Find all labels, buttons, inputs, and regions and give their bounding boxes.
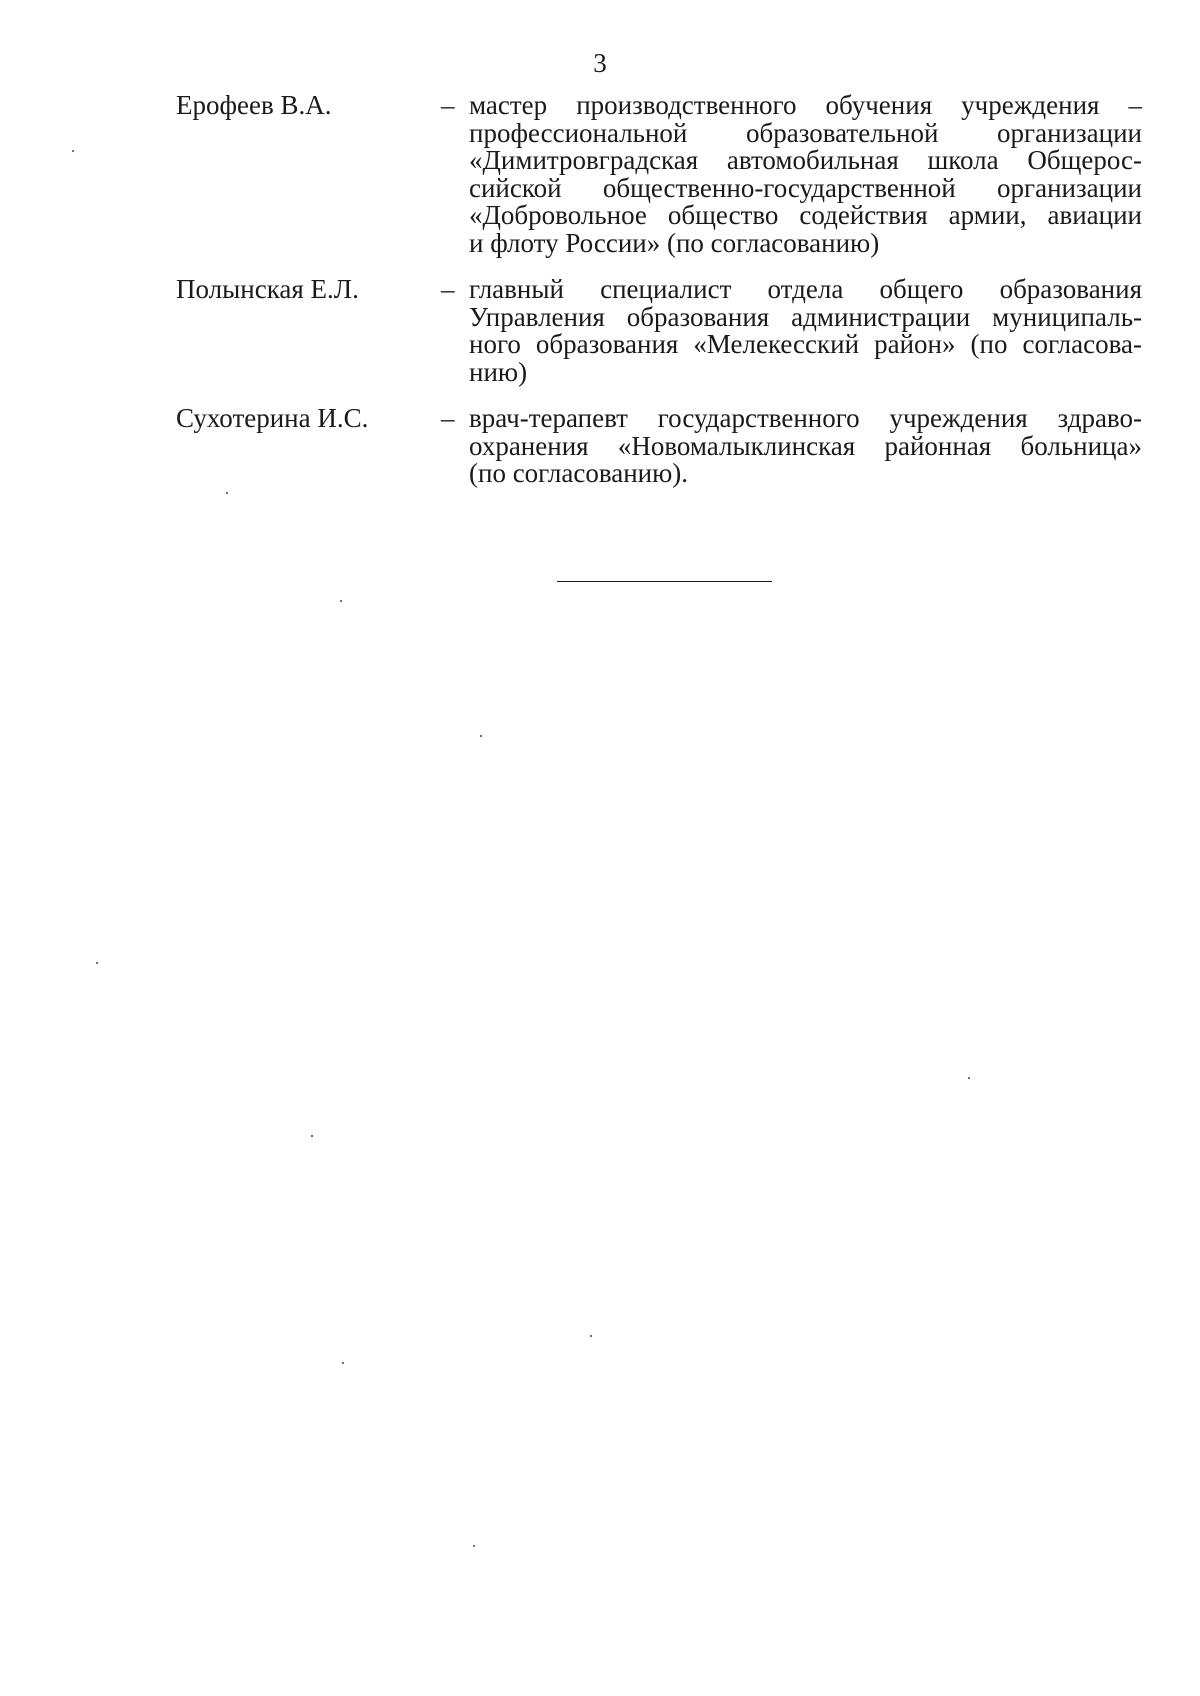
position-line: «Димитровградская автомобильная школа Общерос- — [469, 145, 1142, 175]
scan-speck — [480, 735, 482, 737]
member-name: Ерофеев В.А. — [176, 90, 332, 120]
list-item — [176, 92, 1142, 257]
scan-speck — [590, 1335, 592, 1337]
position-line: врач-терапевт государственного учреждения здраво- — [469, 403, 1142, 433]
scan-speck — [340, 600, 342, 602]
member-position — [469, 276, 1142, 386]
position-line: охранения «Новомалыклинская районная больница» — [469, 430, 1142, 461]
position-line: сийской общественно-государственной организации — [469, 172, 1142, 203]
position-line: главный специалист отдела общего образования — [469, 274, 1142, 304]
list-item — [176, 405, 1142, 488]
position-line: профессиональной образовательной организации — [469, 117, 1142, 148]
member-position — [469, 405, 1142, 488]
separator-dash: – — [441, 274, 455, 304]
position-line: ного образования «Мелекесский район» (по согласова- — [469, 329, 1142, 359]
scan-speck — [226, 492, 228, 494]
list-item — [176, 276, 1142, 386]
scan-speck — [342, 1362, 344, 1364]
separator-dash: – — [441, 90, 455, 120]
position-line: Управления образования администрации муниципаль- — [469, 301, 1142, 332]
commission-member-list — [176, 92, 1142, 507]
scan-speck — [311, 1135, 313, 1137]
scan-speck — [72, 150, 74, 152]
member-name: Полынская Е.Л. — [176, 274, 359, 304]
position-line: (по согласованию). — [469, 458, 689, 488]
position-line: нию) — [469, 356, 528, 387]
position-line: «Добровольное общество содействия армии, авиации — [469, 200, 1142, 230]
position-line: мастер производственного обучения учреждения – — [469, 90, 1142, 120]
scan-speck — [473, 1545, 475, 1547]
member-name: Сухотерина И.С. — [176, 403, 369, 433]
position-line: и флоту России» (по согласованию) — [469, 227, 880, 258]
page-number: 3 — [593, 48, 607, 78]
separator-dash: – — [441, 403, 455, 433]
scan-speck — [96, 962, 98, 964]
end-of-list-divider — [557, 581, 772, 582]
scan-speck — [968, 1077, 970, 1079]
member-position — [469, 92, 1142, 257]
